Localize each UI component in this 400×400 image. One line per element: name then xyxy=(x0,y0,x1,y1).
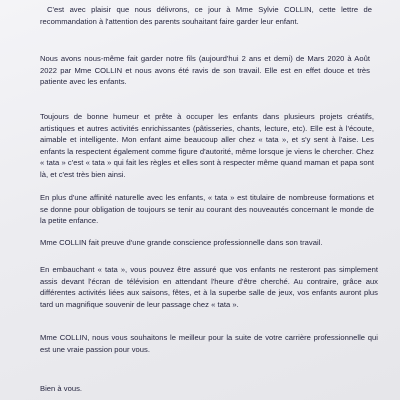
paragraph-introduction: C'est avec plaisir que nous délivrons, ce jour à Mme Sylvie COLLIN, cette lettre de recommandation à l'attention des parents souhaitant faire garder leur enfant. xyxy=(40,5,372,26)
paragraph-childcare-period: Nous avons nous-même fait garder notre fils (aujourd'hui 2 ans et demi) de Mars 2020 à Août 2022 par Mme COLLIN et nous avons été ravis de son travail. Elle est en effet douce et très patiente avec les enfants. xyxy=(40,54,370,87)
paragraph-closing: Bien à vous. xyxy=(40,384,83,393)
paragraph-qualities: Toujours de bonne humeur et prête à occuper les enfants dans plusieurs projets créatifs, artistiques et autres activités enrichissantes (pâtisseries, chants, lecture, etc). Elle est à l'écoute, aimable et intelligente. Mon enfant aime beaucoup aller chez « tata », et s'y sent à l'aise. Les enfants la respectent également comme figure d'autorité, même lorsque je viens le chercher. Chez « tata » c'est « tata » qui fait les règles et elles sont à respecter même quand maman et papa sont là, et c'est très bien ainsi. xyxy=(40,112,374,179)
paragraph-activities: En embauchant « tata », vous pouvez être assuré que vos enfants ne resteront pas simplement assis devant l'écran de télévision en attendant l'heure d'être cherché. Au contraire, grâce aux différentes activités liées aux saisons, fêtes, et à la superbe salle de jeux, vos enfants auront plus tard un magnifique souvenir de leur passage chez « tata ». xyxy=(40,265,378,309)
paragraph-professionalism: Mme COLLIN fait preuve d'une grande conscience professionnelle dans son travail. xyxy=(40,238,323,247)
paragraph-training: En plus d'une affinité naturelle avec les enfants, « tata » est titulaire de nombreuse formations et se donne pour obligation de toujours se tenir au courant des nouveautés concernant le monde de la petite enfance. xyxy=(40,193,374,226)
paragraph-wishes: Mme COLLIN, nous vous souhaitons le meilleur pour la suite de votre carrière professionnelle qui est une vraie passion pour vous. xyxy=(40,333,378,354)
